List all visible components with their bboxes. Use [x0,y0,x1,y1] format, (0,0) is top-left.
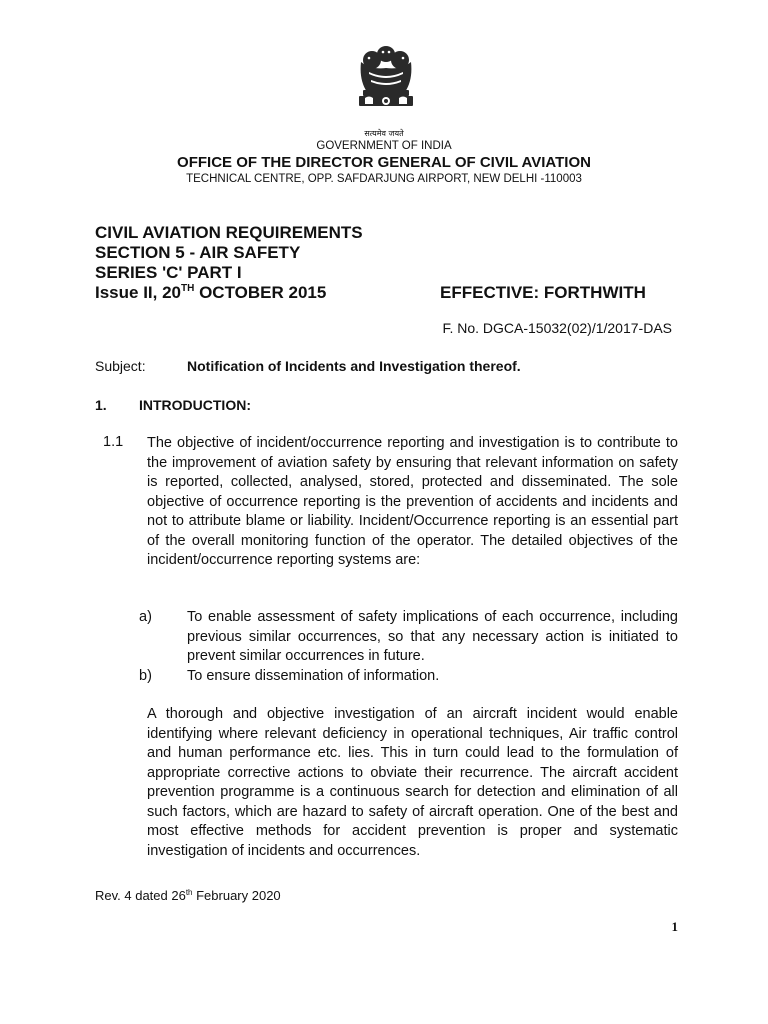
list-item-text: To ensure dissemination of information. [187,668,440,684]
subject-label: Subject: [95,358,146,374]
subject-text: Notification of Incidents and Investigation thereof. [187,358,521,374]
national-emblem [339,40,433,136]
issue-suffix: OCTOBER 2015 [194,283,327,302]
paragraph-1-1: The objective of incident/occurrence reporting and investigation is to contribute to the improvement of aviation safety by ensuring that relevant information on safety is reported, collected, analysed, stored, protected and disseminated. The sole objective of occurrence reporting is the prevention of accidents and incidents and not to attribute blame or liability. Incident/Occurrence reporting is an essential part of the overall monitoring function of the operator. The detailed objectives of the incident/occurrence reporting systems are: [147,435,678,568]
paragraph-2: A thorough and objective investigation of an aircraft incident would enable identifying where relevant deficiency in operational techniques, Air traffic control and human performance etc. lies. This in turn could lead to the formulation of appropriate corrective actions to obviate their recurrence. The aircraft accident prevention programme is a continuous search for detection and elimination of all such factors, which are hazard to safety of aircraft operation. One of the best and most effective methods for accident prevention is proper and systematic investigation of incidents and occurrences. [147,706,678,859]
section-number: 1. [95,397,107,413]
revision-prefix: Rev. 4 dated 26 [95,888,186,903]
issue-line [95,283,326,303]
revision-superscript: th [185,888,193,897]
section-title: INTRODUCTION: [139,397,251,413]
doc-title-series: SERIES 'C' PART I [95,263,242,282]
file-number: F. No. DGCA-15032(02)/1/2017-DAS [442,320,672,336]
doc-title-section: SECTION 5 - AIR SAFETY [95,243,301,262]
effective-date: EFFECTIVE: FORTHWITH [440,283,646,302]
revision-suffix: February 2020 [192,888,281,903]
issue-superscript: TH [181,283,195,294]
doc-title-line1: CIVIL AVIATION REQUIREMENTS [95,223,363,242]
revision-note [95,888,281,903]
government-line: GOVERNMENT OF INDIA [316,140,452,152]
national-emblem-icon [339,40,433,136]
list-item-label: a) [139,609,152,625]
list-item-label: b) [139,668,152,684]
paragraph-number: 1.1 [103,434,124,450]
issue-prefix: Issue II, 20 [95,283,181,302]
list-item-text: To enable assessment of safety implications of each occurrence, including previous similar occurrences, so that any necessary action is initiated to prevent similar occurrences in future. [187,609,678,664]
page-number: 1 [671,919,678,934]
office-address: TECHNICAL CENTRE, OPP. SAFDARJUNG AIRPORT, NEW DELHI -110003 [186,173,582,185]
office-title: OFFICE OF THE DIRECTOR GENERAL OF CIVIL AVIATION [177,154,591,171]
emblem-motto: सत्यमेव जयते [364,129,404,138]
